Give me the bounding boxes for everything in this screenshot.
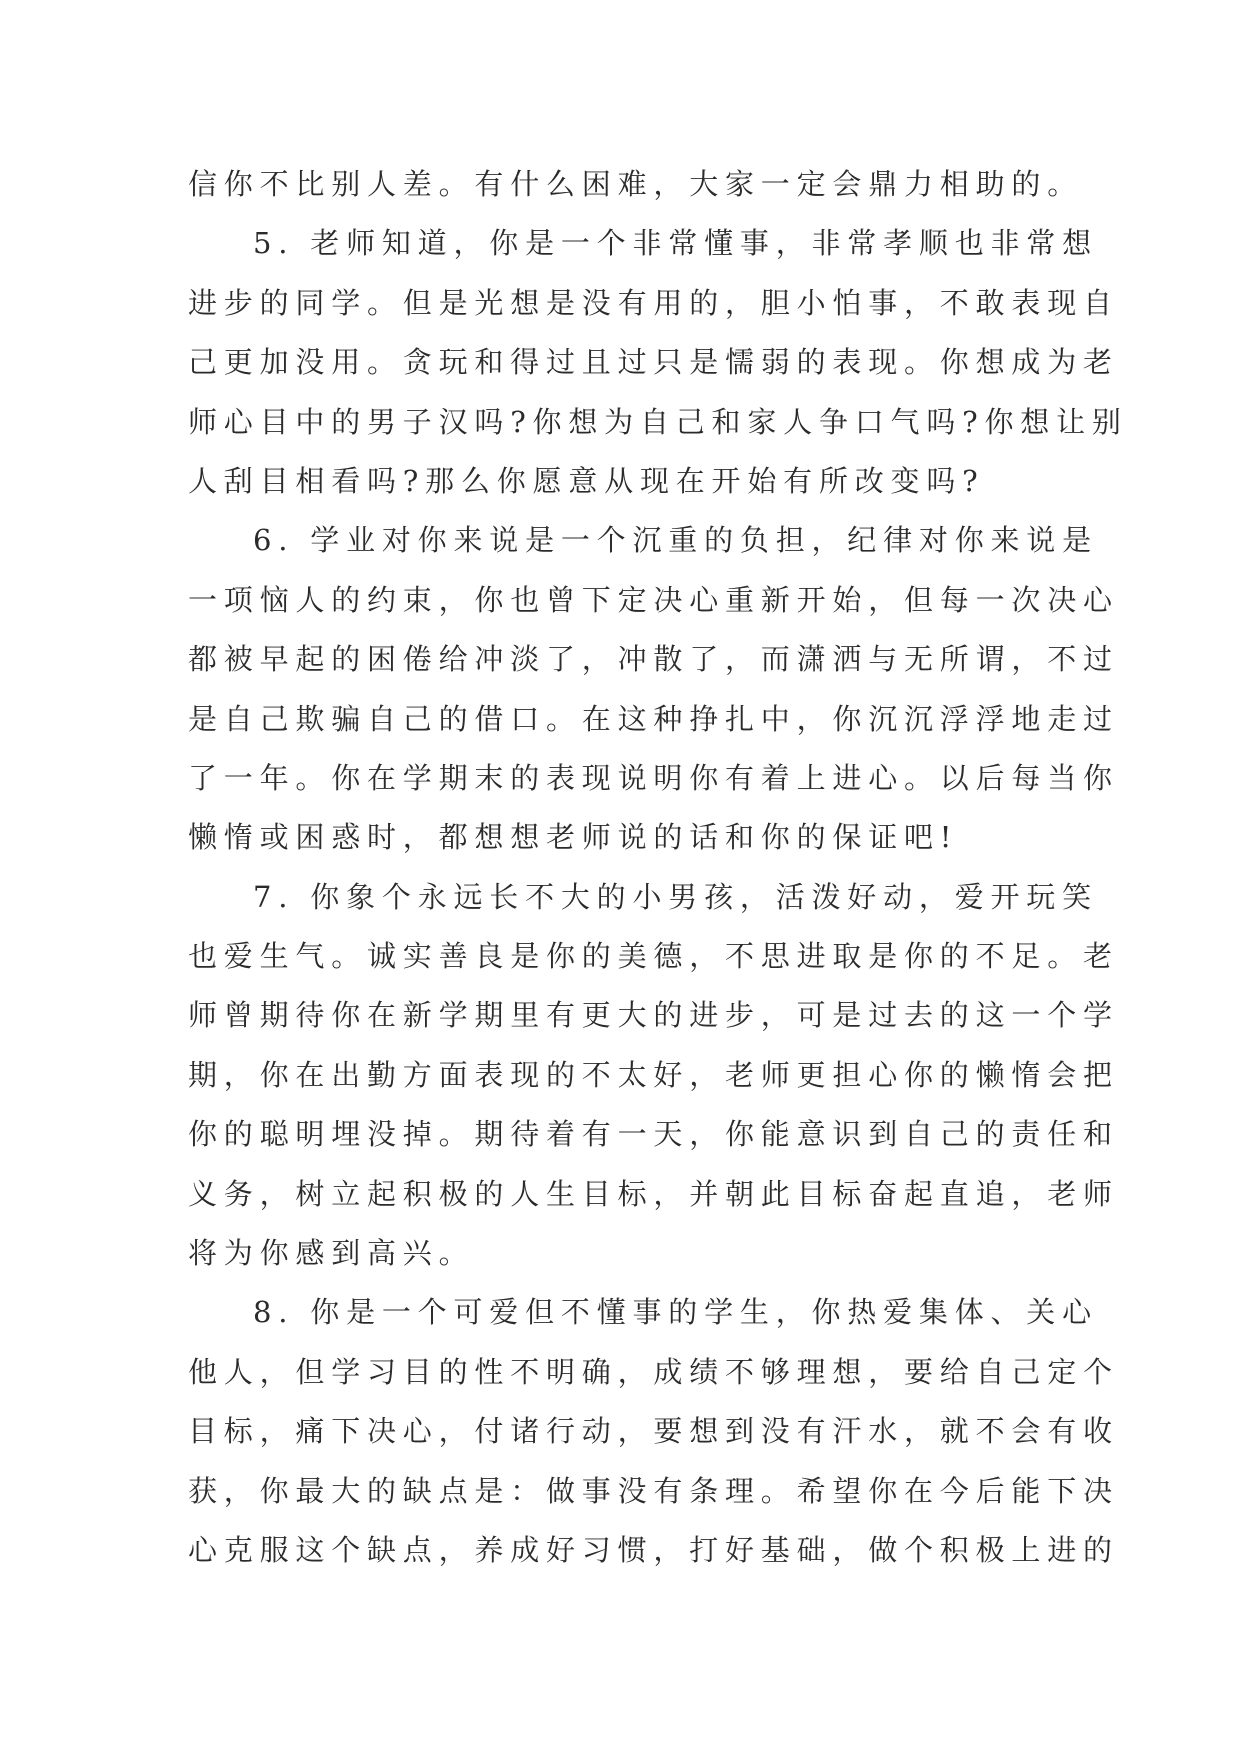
text-line: 一项恼人的约束，你也曾下定决心重新开始，但每一次决心: [188, 582, 1119, 617]
text-line: 期，你在出勤方面表现的不太好，老师更担心你的懒惰会把: [188, 1057, 1119, 1092]
text-line: 心克服这个缺点，养成好习惯，打好基础，做个积极上进的: [188, 1532, 1119, 1567]
text-line: 你的聪明埋没掉。期待着有一天，你能意识到自己的责任和: [188, 1117, 1119, 1152]
text-line: 也爱生气。诚实善良是你的美德，不思进取是你的不足。老: [188, 939, 1119, 974]
text-line: 将为你感到高兴。: [188, 1236, 475, 1271]
text-line: 他人，但学习目的性不明确，成绩不够理想，要给自己定个: [188, 1354, 1119, 1389]
text-line: 人刮目相看吗?那么你愿意从现在开始有所改变吗?: [188, 463, 985, 498]
text-line: 目标，痛下决心，付诸行动，要想到没有汗水，就不会有收: [188, 1414, 1119, 1449]
paragraph-6-first-line: 6. 学业对你来说是一个沉重的负担，纪律对你来说是: [253, 523, 1098, 558]
text-line: 都被早起的困倦给冲淡了，冲散了，而潇洒与无所谓，不过: [188, 642, 1119, 677]
text-line: 信你不比别人差。有什么困难，大家一定会鼎力相助的。: [188, 167, 1084, 201]
text-line: 义务，树立起积极的人生目标，并朝此目标奋起直追，老师: [188, 1176, 1119, 1211]
text-line: 进步的同学。但是光想是没有用的，胆小怕事，不敢表现自: [188, 285, 1119, 320]
text-line: 了一年。你在学期末的表现说明你有着上进心。以后每当你: [188, 760, 1119, 795]
paragraph-8-first-line: 8. 你是一个可爱但不懂事的学生，你热爱集体、关心: [253, 1295, 1098, 1330]
paragraph-5-first-line: 5. 老师知道，你是一个非常懂事，非常孝顺也非常想: [253, 226, 1098, 261]
text-line: 是自己欺骗自己的借口。在这种挣扎中，你沉沉浮浮地走过: [188, 701, 1119, 736]
document-body: [188, 155, 1128, 1580]
text-line: 师曾期待你在新学期里有更大的进步，可是过去的这一个学: [188, 998, 1119, 1033]
text-line: 己更加没用。贪玩和得过且过只是懦弱的表现。你想成为老: [188, 345, 1119, 380]
paragraph-7-first-line: 7. 你象个永远长不大的小男孩，活泼好动，爱开玩笑: [253, 879, 1098, 914]
text-line: 懒惰或困惑时，都想想老师说的话和你的保证吧!: [188, 820, 959, 855]
text-line: 获，你最大的缺点是：做事没有条理。希望你在今后能下决: [188, 1473, 1119, 1508]
text-line: 师心目中的男子汉吗?你想为自己和家人争口气吗?你想让别: [188, 404, 1128, 439]
